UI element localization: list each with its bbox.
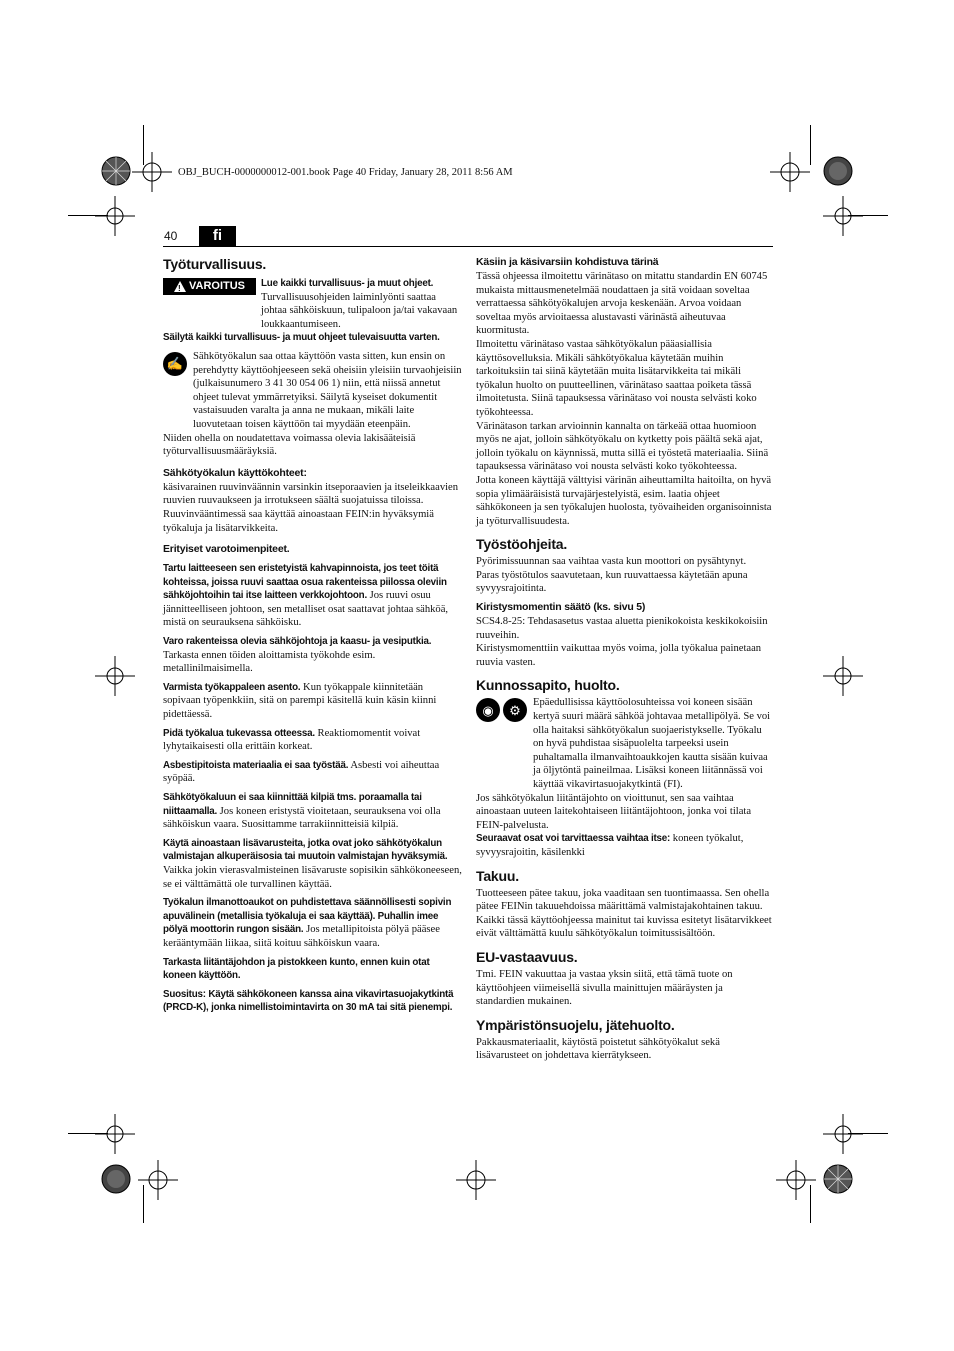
vibration-p1: Tässä ohjeessa ilmoitettu värinätaso on mitattu standardin EN 60745 mukaista mittausmenetelmää noudattaen ja sitä voidaan soveltaa verrattaessa sähkötyökalujen arvoja keskenään. Arvoa voidaan soveltaa myös arvioitaessa alustavasti värinästä aiheutuvaa kuormitusta.: [476, 271, 768, 337]
color-wheel-icon: [823, 156, 853, 186]
registration-mark-icon: [138, 1160, 178, 1200]
registration-mark-icon: [823, 656, 863, 696]
section-title-maintenance: Kunnossapito, huolto.: [476, 677, 620, 694]
keep-instructions: Säilytä kaikki turvallisuus- ja muut ohjeet tulevaisuutta varten.: [163, 332, 440, 344]
color-wheel-icon: [101, 156, 131, 186]
warranty-p1: Tuotteeseen pätee takuu, joka vaaditaan sen tuontimaassa. Sen ohella pätee FEINin takuuehdoissa määrittämä valmistajakohtainen takuu.: [476, 887, 770, 913]
color-wheel-icon: [823, 1164, 853, 1194]
registration-mark-icon: [456, 1160, 496, 1200]
maint-p2: Jos sähkötyökalun liitäntäjohto on vioittunut, sen saa vaihtaa ainoastaan uuteen laitekohtaiseen liitäntäjohtoon, jonka voi tilata FEIN-palvelusta.: [476, 792, 752, 831]
safety-item: Työkalun ilmanottoaukot on puhdistettava säännöllisesti sopivin apuvälinein (metallisia työkaluja ei saa käyttää). Puhallin imee pölyä moottorin rungon sisään. Jos metallipitoista pölyä pääsee kerääntymään liikaa, siitä koituu sähköiskun vaara.: [163, 897, 452, 949]
safety-item: Käytä ainoastaan lisävarusteita, jotka ovat joko sähkötyökalun valmistajan alkuperäisosia tai muutoin valmistajan hyväksymiä. Vaikka jokin vierasvalmisteinen lisävaruste sopisikin sähkökoneeseen, se ei välttämättä ole turvallinen käyttää.: [163, 837, 462, 890]
regulations-text: Niiden ohella on noudatettava voimassa olevia lakisääteisiä työturvallisuusmääräyksiä.: [163, 432, 416, 458]
work-p1: Pyörimissuunnan saa vaihtaa vasta kun moottori on pysähtynyt.: [476, 556, 747, 568]
subsection-torque: Kiristysmomentin säätö (ks. sivu 5): [476, 601, 646, 614]
safety-item: Varo rakenteissa olevia sähköjohtoja ja kaasu- ja vesiputkia. Tarkasta ennen töiden aloittamista työkohde esim. metallinilmaisimella.: [163, 636, 432, 675]
color-wheel-icon: [101, 1164, 131, 1194]
safety-item: Varmista työkappaleen asento. Kun työkappale kiinnitetään sopivaan työpenkkiin, sitä on parempi käsitellä kuin käsin kiinni pidettäessä.: [163, 681, 437, 721]
registration-mark-icon: [823, 196, 863, 236]
registration-mark-icon: [132, 152, 172, 192]
torque-p2: Kiristysmomenttiin vaikuttaa myös voima, jolla työkalua painetaan ruuvia vasten.: [476, 643, 762, 668]
right-column: [476, 256, 774, 1063]
maint-p1: Epäedullisissa käyttöolosuhteissa voi koneen sisään kertyä suuri määrä sähköä johtavaa metallipölyä. Se voi olla haitaksi sähkötyökalun suojaeristykselle. Työkalu on hyvä puhdistaa sisäpuolelta tarpeeksi usein puhaltamalla ilmanvaihtoaukkojen kautta sisään kuivaa ja öljytöntä paineilmaa. Lisäksi koneen liitännässä voi käyttää vikavirtasuojakytkintä (FI).: [533, 697, 771, 790]
left-column: [163, 256, 463, 1015]
env-p1: Pakkausmateriaalit, käytöstä poistetut sähkötyökalut sekä lisävarusteet on johdettava kierrätykseen.: [476, 1036, 720, 1062]
section-title-work: Työstöohjeita.: [476, 536, 568, 553]
book-info: OBJ_BUCH-0000000012-001.book Page 40 Friday, January 28, 2011 8:56 AM: [178, 167, 513, 178]
section-title-safety: Työturvallisuus.: [163, 256, 267, 272]
safety-item: Tarkasta liitäntäjohdon ja pistokkeen kunto, ennen kuin otat koneen käyttöön.: [163, 956, 430, 982]
eu-p1: Tmi. FEIN vakuuttaa ja vastaa yksin siitä, että tämä tuote on käyttöohjeen viimeisellä sivulla mainittujen määräysten ja standardien mukainen.: [476, 968, 733, 1008]
subsection-special: Erityiset varotoimenpiteet.: [163, 543, 290, 556]
vibration-p4: Jotta koneen käyttäjä välttyisi värinän aiheuttamilta haitoilta, on hyvä sopia ylimääräisistä turvajärjestelyistä, esim. laatia ohjeet sähkökoneen ja sen työkalujen huolosta, työvaiheiden organisoinnista ja työturvallisuudesta.: [476, 474, 772, 527]
warning-badge: [163, 278, 256, 295]
warning-block: [163, 275, 463, 331]
safety-item: Pidä työkalua tukevassa otteessa. Reaktiomomentit voivat lyhytaikaisesti olla erittäin korkeat.: [163, 727, 421, 753]
read-manual-icon: ✍: [163, 352, 187, 376]
language-badge: fi: [199, 226, 236, 246]
header-rule: [163, 246, 773, 247]
safety-item: Tartu laitteeseen sen eristetyistä kahvapinnoista, jos teet töitä kohteissa, joissa ruuvi saattaa osua rakenteissa piilossa oleviin sähköjohtoihin tai itse laitteen verkkojohtoon. Jos ruuvi osuu jännitteelliseen johtoon, sen metalliset osat saattavat johtaa sähköä, mistä on seurauksena sähköisku.: [163, 563, 449, 629]
subsection-purpose: Sähkötyökalun käyttökohteet:: [163, 466, 307, 479]
vibration-p2: Ilmoitettu värinätaso vastaa sähkötyökalun pääasiallisia käyttösovelluksia. Mikäli sähkötyökalua käytetään muihin tarkoituksiin tai siinä käytetään muita lisätarvikkeita tai mikäli työkalun huolto on puutteellinen, värinätaso saattaa poiketa tässä ilmoitetusta. Siinä tapauksessa värinätaso voi nousta selvästi koko työkohteessa.: [476, 338, 757, 418]
dust-mask-icon: ⚙: [503, 698, 527, 722]
section-title-environment: Ympäristönsuojelu, jätehuolto.: [476, 1016, 675, 1033]
warning-triangle-icon: [174, 281, 186, 292]
manual-text: Sähkötyökalun saa ottaa käyttöön vasta sitten, kun ensin on perehdytty käyttöohjeeseen sekä oheisiin yleisiin turvaohjeisiin (julkaisunumero 3 41 30 054 06 1) niin, että niissä annetut ohjeet tulevat ymmärretyiksi. Säilytä kyseiset dokumentit vastaisuuden varalta ja anna ne mukaan, mikäli laite luovutetaan toisen käyttöön tai myydään eteenpäin.: [193, 350, 462, 430]
warranty-p2: Kaikki tässä käyttöohjeessa mainitut tai kuvissa esitetyt lisätarvikkeet eivät välttämättä kuulu sähkötyökalun toimitussisältöön.: [476, 914, 772, 940]
parts-bold: Seuraavat osat voi tarvittaessa vaihtaa itse:: [476, 833, 671, 845]
safety-item: Sähkötyökaluun ei saa kiinnittää kilpiä tms. poraamalla tai niittaamalla. Jos koneen eristystä vioitetaan, seurauksena voi olla sähköiskun vaara. Suosittamme tarrakiinnitteisiä kilpiä.: [163, 792, 441, 831]
torque-p1: SCS4.8-25: Tehdasasetus vastaa aluetta pienikokoista keskikokoisiin ruuveihin.: [476, 616, 768, 641]
manual-block: [163, 350, 463, 432]
safety-item: Suositus: Käytä sähkökoneen kanssa aina vikavirtasuojakytkintä (PRCD-K), jonka nimellistoimintavirta on 30 mA tai sitä pienempi.: [163, 988, 454, 1014]
vibration-p3: Värinätason tarkan arvioinnin kannalta on tärkeää ottaa huomioon myös ne ajat, jolloin sähkötyökalu on kytketty pois päältä sekä ajat, jolloin työkalu on käynnissä, mutta sillä ei työstetä materiaalia. Siinä tapauksessa värinätaso voi nousta selvästi koko työkohteessa.: [476, 420, 769, 473]
registration-mark-icon: [823, 1114, 863, 1154]
registration-mark-icon: [95, 196, 135, 236]
subsection-vibration: Käsiin ja käsivarsiin kohdistuva tärinä: [476, 256, 659, 268]
registration-mark-icon: [95, 656, 135, 696]
safety-item: Asbestipitoista materiaalia ei saa työstää. Asbesti voi aiheuttaa syöpää.: [163, 759, 440, 785]
warning-bold: Lue kaikki turvallisuus- ja muut ohjeet.: [261, 278, 434, 289]
eye-protection-icon: ◉: [476, 698, 500, 722]
work-p2: Paras työstötulos saavutetaan, kun ruuvattaessa käytetään apuna syvyysrajoitinta.: [476, 569, 748, 595]
registration-mark-icon: [770, 152, 810, 192]
section-title-warranty: Takuu.: [476, 867, 519, 884]
page-number: 40: [164, 229, 178, 243]
section-title-eu: EU-vastaavuus.: [476, 948, 578, 965]
maintenance-block: [476, 696, 774, 791]
purpose-text: käsivarainen ruuvinväännin varsinkin itseporaavien ja itseleikkaavien ruuvien ruuvaukseen ja irrotukseen säältä suojatuissa tiloissa. Ruuvinvääntimessä saa käyttää ainoastaan FEIN:in hyväksymiä työkaluja ja lisätarvikkeita.: [163, 481, 459, 534]
warning-text: Turvallisuusohjeiden laiminlyönti saattaa johtaa sähköiskuun, tulipaloon ja/tai vakavaan loukkaantumiseen.: [261, 291, 458, 330]
warning-label: VAROITUS: [188, 279, 246, 292]
parts-text: koneen työkalut, syvyysrajoitin, käsilenkki: [476, 833, 744, 858]
registration-mark-icon: [95, 1114, 135, 1154]
